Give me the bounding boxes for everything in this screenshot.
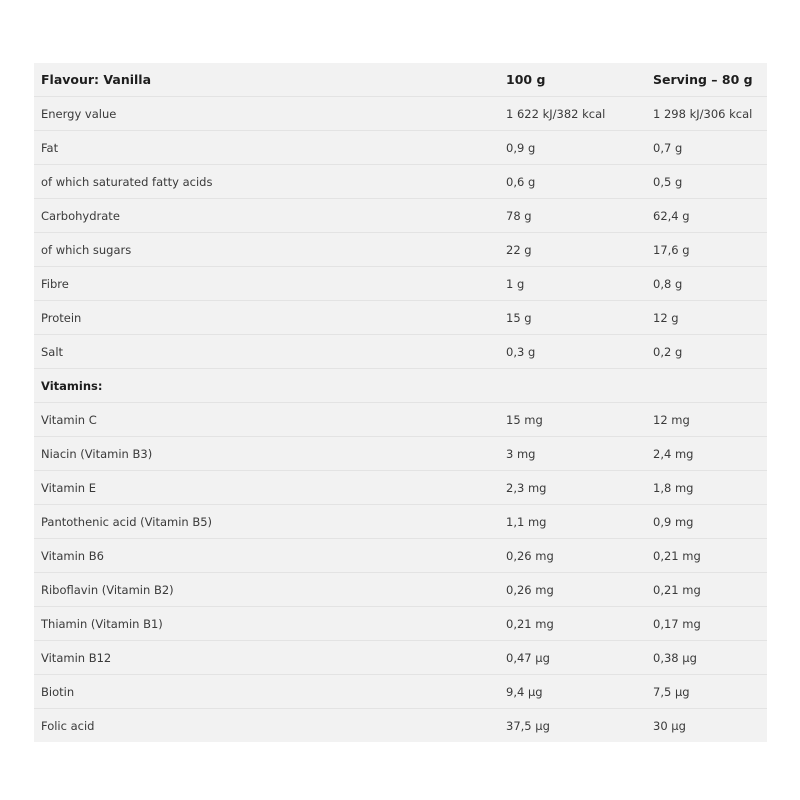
table-row (34, 471, 767, 505)
nutrition-table-container (34, 63, 767, 742)
serving-value: 0,2 g (653, 335, 767, 369)
nutrient-label: of which sugars (34, 233, 506, 267)
per-100g-value: 2,3 mg (506, 471, 653, 505)
serving-value: 1 298 kJ/306 kcal (653, 97, 767, 131)
serving-value: 7,5 µg (653, 675, 767, 709)
nutrient-label: Thiamin (Vitamin B1) (34, 607, 506, 641)
table-row (34, 539, 767, 573)
nutrient-label: Protein (34, 301, 506, 335)
per-100g-value: 1 g (506, 267, 653, 301)
table-row (34, 267, 767, 301)
nutrient-label: Biotin (34, 675, 506, 709)
serving-value: 0,7 g (653, 131, 767, 165)
per-100g-value: 0,47 µg (506, 641, 653, 675)
table-row (34, 403, 767, 437)
serving-value: 2,4 mg (653, 437, 767, 471)
nutrient-label: Vitamin B6 (34, 539, 506, 573)
nutrient-label: Vitamin B12 (34, 641, 506, 675)
nutrition-table (34, 63, 767, 742)
table-row (34, 165, 767, 199)
table-row (34, 641, 767, 675)
header-per-100g: 100 g (506, 63, 653, 97)
nutrient-label: Pantothenic acid (Vitamin B5) (34, 505, 506, 539)
section-label: Vitamins: (34, 369, 506, 403)
serving-value (653, 369, 767, 403)
per-100g-value: 0,6 g (506, 165, 653, 199)
per-100g-value: 1,1 mg (506, 505, 653, 539)
nutrient-label: Riboflavin (Vitamin B2) (34, 573, 506, 607)
nutrient-label: Energy value (34, 97, 506, 131)
serving-value: 30 µg (653, 718, 686, 733)
nutrient-label: Folic acid (41, 718, 95, 733)
serving-value: 0,21 mg (653, 539, 767, 573)
per-100g-value: 22 g (506, 233, 653, 267)
table-row (34, 437, 767, 471)
table-header-row (34, 63, 767, 97)
table-row (34, 573, 767, 607)
per-100g-value: 0,3 g (506, 335, 653, 369)
per-100g-value: 0,9 g (506, 131, 653, 165)
table-row (34, 335, 767, 369)
per-100g-value: 0,26 mg (506, 573, 653, 607)
table-row (34, 505, 767, 539)
serving-value: 1,8 mg (653, 471, 767, 505)
nutrient-label: Salt (34, 335, 506, 369)
serving-value: 17,6 g (653, 233, 767, 267)
nutrient-label: Fat (34, 131, 506, 165)
per-100g-value: 37,5 µg (506, 718, 550, 733)
per-100g-value (506, 369, 653, 403)
serving-value: 62,4 g (653, 199, 767, 233)
table-row (34, 709, 767, 743)
per-100g-value: 0,26 mg (506, 539, 653, 573)
nutrient-label: of which saturated fatty acids (34, 165, 506, 199)
table-row (34, 97, 767, 131)
header-serving: Serving – 80 g (653, 63, 767, 97)
table-row (34, 301, 767, 335)
section-header-row (34, 369, 767, 403)
table-row (34, 675, 767, 709)
per-100g-value: 3 mg (506, 437, 653, 471)
serving-value: 12 mg (653, 403, 767, 437)
table-row (34, 131, 767, 165)
nutrient-label: Niacin (Vitamin B3) (34, 437, 506, 471)
per-100g-value: 15 mg (506, 403, 653, 437)
serving-value: 12 g (653, 301, 767, 335)
serving-value: 0,9 mg (653, 505, 767, 539)
table-row (34, 199, 767, 233)
header-flavour: Flavour: Vanilla (34, 63, 506, 97)
per-100g-value: 78 g (506, 199, 653, 233)
nutrient-label: Fibre (34, 267, 506, 301)
serving-value: 0,8 g (653, 267, 767, 301)
serving-value: 0,5 g (653, 165, 767, 199)
table-row (34, 233, 767, 267)
per-100g-value: 15 g (506, 301, 653, 335)
serving-value: 0,38 µg (653, 641, 767, 675)
serving-value: 0,21 mg (653, 573, 767, 607)
serving-value: 0,17 mg (653, 607, 767, 641)
per-100g-value: 0,21 mg (506, 607, 653, 641)
nutrient-label: Vitamin E (34, 471, 506, 505)
nutrient-label: Carbohydrate (34, 199, 506, 233)
per-100g-value: 1 622 kJ/382 kcal (506, 97, 653, 131)
per-100g-value: 9,4 µg (506, 675, 653, 709)
table-row (34, 607, 767, 641)
nutrient-label: Vitamin C (34, 403, 506, 437)
